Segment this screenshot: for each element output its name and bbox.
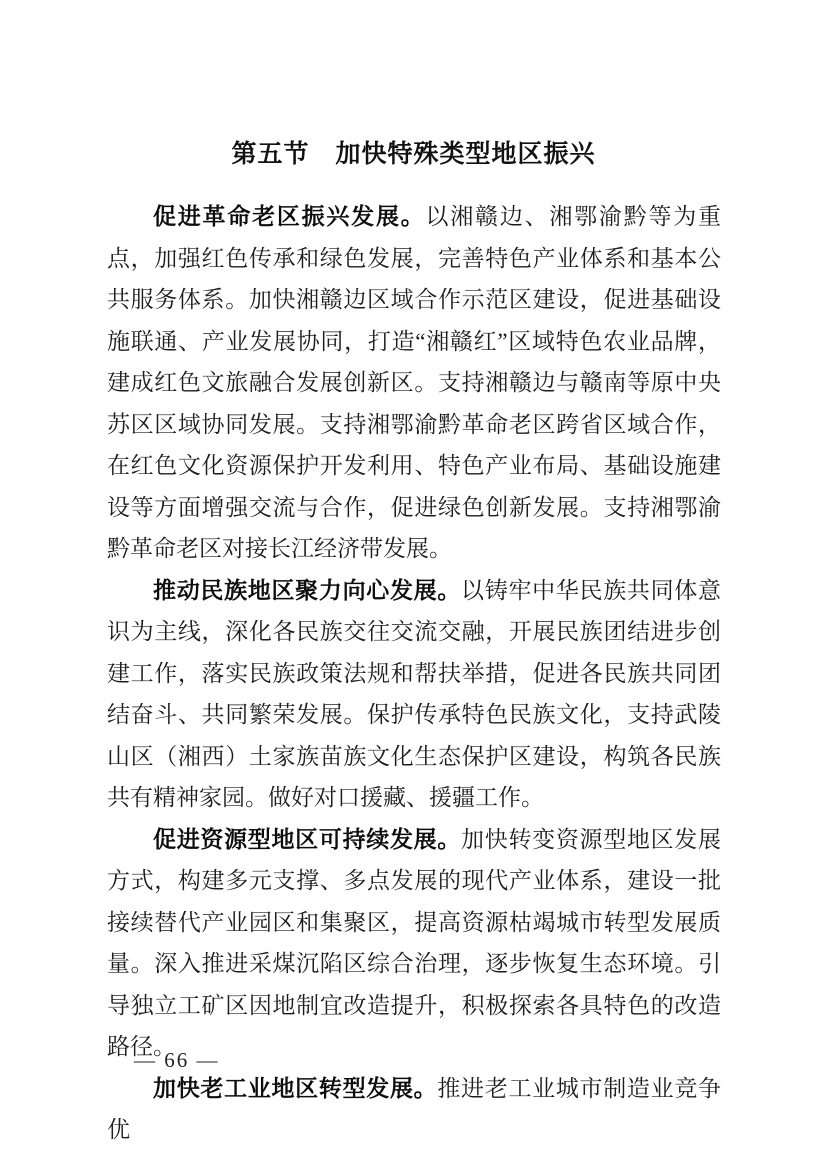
paragraph bbox=[107, 819, 721, 1068]
paragraph-text: 以铸牢中华民族共同体意识为主线，深化各民族交往交流交融，开展民族团结进步创建工作，落实民族政策法规和帮扶举措，促进各民族共同团结奋斗、共同繁荣发展。保护传承特色民族文化，支持武陵山区（湘西）土家族苗族文化生态保护区建设，构筑各民族共有精神家园。做好对口援藏、援疆工作。 bbox=[107, 577, 722, 810]
section-title: 第五节 加快特殊类型地区振兴 bbox=[231, 141, 596, 168]
paragraph-lead: 促进革命老区振兴发展。 bbox=[153, 204, 426, 229]
paragraph bbox=[107, 570, 721, 819]
paragraph bbox=[107, 1068, 721, 1151]
paragraph bbox=[107, 196, 721, 570]
page-footer bbox=[134, 1048, 220, 1073]
paragraph-text: 加快转变资源型地区发展方式，构建多元支撑、多点发展的现代产业体系，建设一批接续替代产业园区和集聚区，提高资源枯竭城市转型发展质量。深入推进采煤沉陷区综合治理，逐步恢复生态环境。引导独立工矿区因地制宜改造提升，积极探索各具特色的改造路径。 bbox=[107, 826, 722, 1059]
paragraph-lead: 促进资源型地区可持续发展。 bbox=[153, 826, 462, 852]
paragraph-text: 推进老工业城市制造业竞争优 bbox=[107, 1075, 722, 1142]
paragraph-lead: 推动民族地区聚力向心发展。 bbox=[153, 577, 462, 603]
document-body bbox=[107, 196, 721, 1151]
page-number: — 66 — bbox=[134, 1048, 220, 1072]
paragraph-lead: 加快老工业地区转型发展。 bbox=[153, 1075, 438, 1101]
paragraph-text: 以湘赣边、湘鄂渝黔等为重点，加强红色传承和绿色发展，完善特色产业体系和基本公共服务体系。加快湘赣边区域合作示范区建设，促进基础设施联通、产业发展协同，打造“湘赣红”区域特色农业品牌，建成红色文旅融合发展创新区。支持湘赣边与赣南等原中央苏区区域协同发展。支持湘鄂渝黔革命老区跨省区域合作，在红色文化资源保护开发利用、特色产业布局、基础设施建设等方面增强交流与合作，促进绿色创新发展。支持湘鄂渝黔革命老区对接长江经济带发展。 bbox=[107, 204, 722, 561]
